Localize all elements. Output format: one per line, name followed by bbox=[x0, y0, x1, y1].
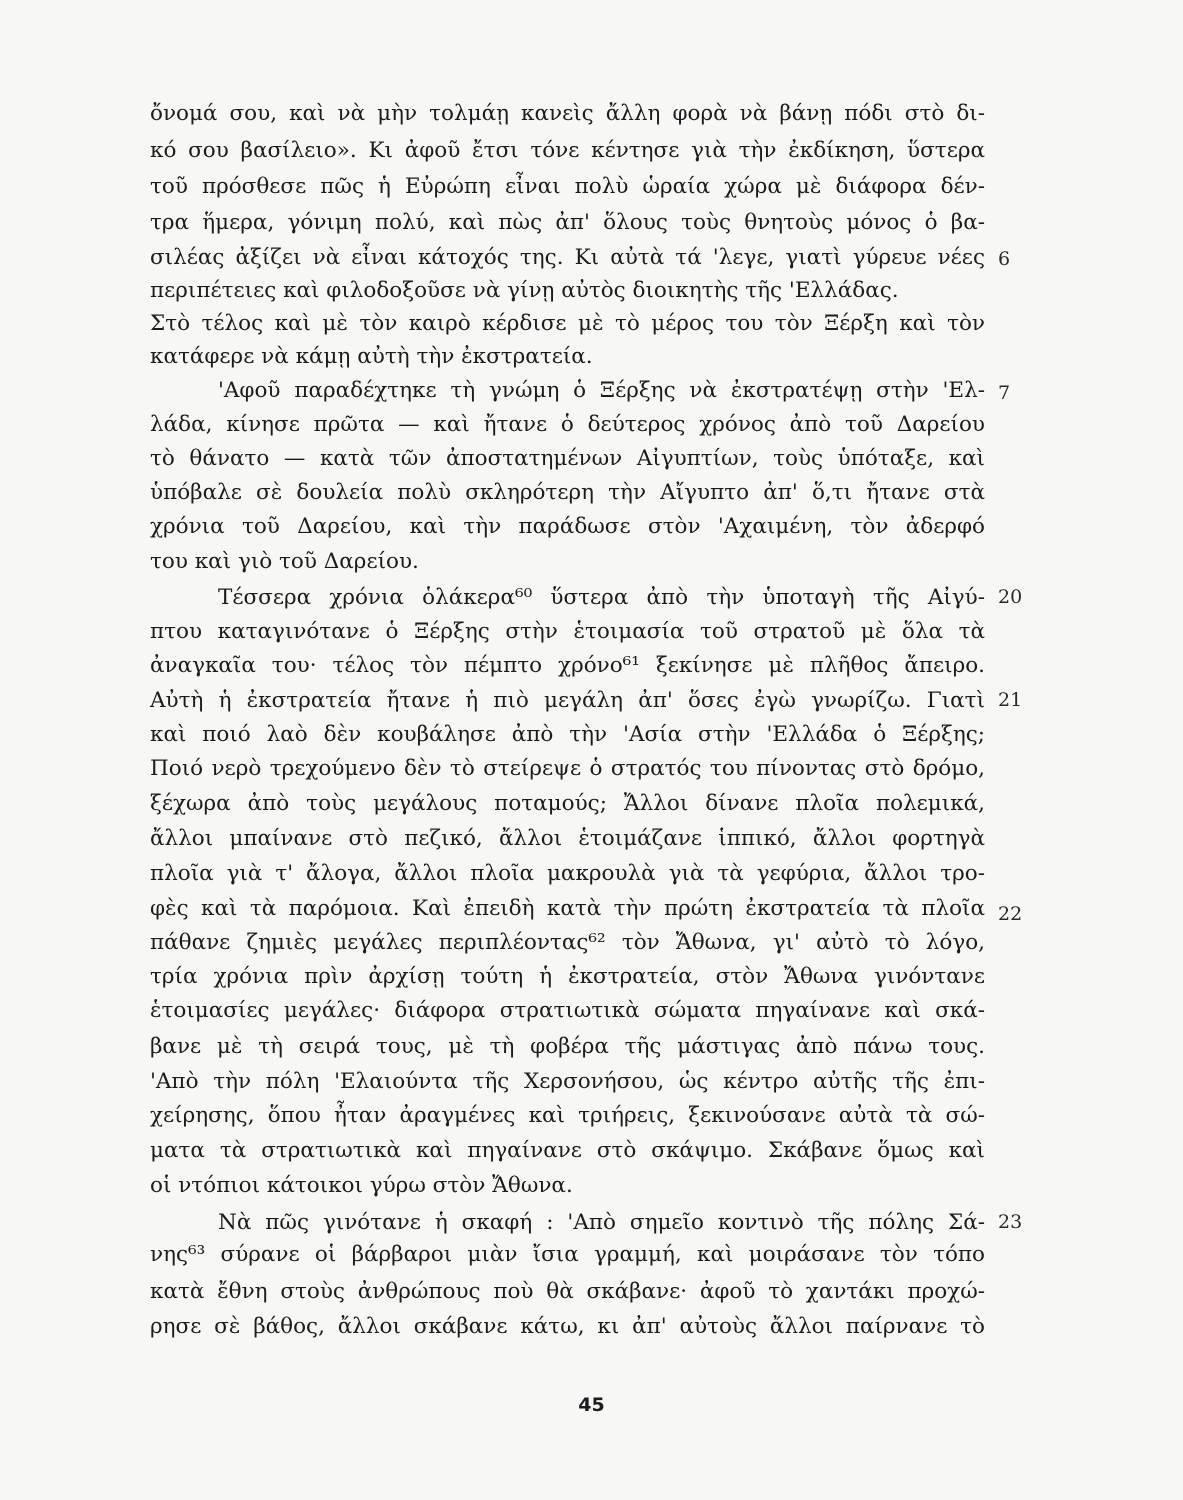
text-line: ὄνομά σου, καὶ νὰ μὴν τολμάῃ κανεὶς ἄλλη φορὰ νὰ βάνῃ πόδι στὸ δι- bbox=[150, 101, 985, 126]
text-line: ἄλλοι μπαίνανε στὸ πεζικό, ἄλλοι ἑτοιμάζανε ἱππικό, ἄλλοι φορτηγὰ bbox=[150, 826, 985, 851]
page-number: 45 bbox=[578, 1394, 605, 1416]
text-line: οἱ ντόπιοι κάτοικοι γύρω στὸν Ἄθωνα. bbox=[150, 1173, 573, 1198]
text-line: πλοῖα γιὰ τ' ἄλογα, ἄλλοι πλοῖα μακρουλὰ γιὰ τὰ γεφύρια, ἄλλοι τρο- bbox=[150, 861, 985, 886]
text-line: 'Απὸ τὴν πόλη 'Ελαιούντα τῆς Χερσονήσου, ὡς κέντρο αὐτῆς τῆς ἐπι- bbox=[150, 1069, 985, 1094]
text-line: κατάφερε νὰ κάμῃ αὐτὴ τὴν ἐκστρατεία. bbox=[150, 344, 593, 369]
text-line: 'Αφοῦ παραδέχτηκε τὴ γνώμη ὁ Ξέρξης νὰ ἐκστρατέψῃ στὴν 'Ελ- bbox=[218, 378, 985, 403]
text-line: κατὰ ἔθνη στοὺς ἀνθρώπους ποὺ θὰ σκάβανε· ἀφοῦ τὸ χαντάκι προχώ- bbox=[150, 1279, 985, 1304]
text-line: Ποιό νερὸ τρεχούμενο δὲν τὸ στείρεψε ὁ στρατός του πίνοντας στὸ δρόμο, bbox=[150, 756, 985, 781]
text-line: χείρησης, ὅπου ἦταν ἀραγμένες καὶ τριήρεις, ξεκινούσανε αὐτὰ τὰ σώ- bbox=[150, 1103, 985, 1128]
text-line: Τέσσερα χρόνια ὁλάκερα⁶⁰ ὕστερα ἀπὸ τὴν ὑποταγὴ τῆς Αἰγύ- bbox=[218, 585, 985, 610]
margin-section-number: 6 bbox=[998, 248, 1011, 270]
text-line: ἑτοιμασίες μεγάλες· διάφορα στρατιωτικὰ σώματα πηγαίνανε καὶ σκά- bbox=[150, 998, 985, 1023]
text-line: ρησε σὲ βάθος, ἄλλοι σκάβανε κάτω, κι ἀπ' αὐτοὺς ἄλλοι παίρνανε τὸ bbox=[150, 1314, 985, 1339]
text-line: Νὰ πῶς γινότανε ἡ σκαφή : 'Απὸ σημεῖο κοντινὸ τῆς πόλης Σά- bbox=[218, 1210, 985, 1235]
text-line: του καὶ γιὸ τοῦ Δαρείου. bbox=[150, 549, 419, 574]
text-line: τρία χρόνια πρὶν ἀρχίσῃ τούτη ἡ ἐκστρατεία, στὸν Ἄθωνα γινόντανε bbox=[150, 964, 985, 989]
text-line: πτου καταγινότανε ὁ Ξέρξης στὴν ἑτοιμασία τοῦ στρατοῦ μὲ ὅλα τὰ bbox=[150, 619, 985, 644]
text-line: πάθανε ζημιὲς μεγάλες περιπλέοντας⁶² τὸν Ἄθωνα, γι' αὐτὸ τὸ λόγο, bbox=[150, 930, 985, 955]
margin-section-number: 22 bbox=[998, 903, 1023, 925]
text-line: σιλέας ἀξίζει νὰ εἶναι κάτοχός της. Κι αὐτὰ τά 'λεγε, γιατὶ γύρευε νέες bbox=[150, 245, 985, 270]
margin-section-number: 20 bbox=[998, 586, 1023, 608]
text-line: φὲς καὶ τὰ παρόμοια. Καὶ ἐπειδὴ κατὰ τὴν πρώτη ἐκστρατεία τὰ πλοῖα bbox=[150, 896, 985, 921]
text-line: Στὸ τέλος καὶ μὲ τὸν καιρὸ κέρδισε μὲ τὸ μέρος του τὸν Ξέρξη καὶ τὸν bbox=[150, 311, 985, 336]
text-line: βανε μὲ τὴ σειρά τους, μὲ τὴ φοβέρα τῆς μάστιγας ἀπὸ πάνω τους. bbox=[150, 1034, 985, 1059]
margin-section-number: 7 bbox=[998, 382, 1011, 404]
text-line: ἀναγκαῖα του· τέλος τὸν πέμπτο χρόνο⁶¹ ξεκίνησε μὲ πλῆθος ἄπειρο. bbox=[150, 653, 985, 678]
text-line: λάδα, κίνησε πρῶτα — καὶ ἤτανε ὁ δεύτερος χρόνος ἀπὸ τοῦ Δαρείου bbox=[150, 412, 985, 437]
text-line: Αὐτὴ ἡ ἐκστρατεία ἤτανε ἡ πιὸ μεγάλη ἀπ' ὅσες ἐγὼ γνωρίζω. Γιατὶ bbox=[150, 688, 985, 713]
text-line: ὑπόβαλε σὲ δουλεία πολὺ σκληρότερη τὴν Αἴγυπτο ἀπ' ὅ,τι ἤτανε στὰ bbox=[150, 480, 985, 505]
text-line: νης⁶³ σύρανε οἱ βάρβαροι μιὰν ἴσια γραμμή, καὶ μοιράσανε τὸν τόπο bbox=[150, 1242, 985, 1267]
margin-section-number: 21 bbox=[998, 689, 1023, 711]
text-line: ξέχωρα ἀπὸ τοὺς μεγάλους ποταμούς; Ἄλλοι δίνανε πλοῖα πολεμικά, bbox=[150, 791, 985, 816]
text-line: τὸ θάνατο — κατὰ τῶν ἀποστατημένων Αἰγυπτίων, τοὺς ὑπόταξε, καὶ bbox=[150, 446, 985, 471]
text-line: τοῦ πρόσθεσε πῶς ἡ Εὐρώπη εἶναι πολὺ ὡραία χώρα μὲ διάφορα δέν- bbox=[150, 174, 985, 199]
text-line: καὶ ποιό λαὸ δὲν κουβάλησε ἀπὸ τὴν 'Ασία στὴν 'Ελλάδα ὁ Ξέρξης; bbox=[150, 722, 985, 747]
text-line: περιπέτειες καὶ φιλοδοξοῦσε νὰ γίνῃ αὐτὸς διοικητὴς τῆς 'Ελλάδας. bbox=[150, 278, 899, 303]
text-line: χρόνια τοῦ Δαρείου, καὶ τὴν παράδωσε στὸν 'Αχαιμένη, τὸν ἀδερφό bbox=[150, 514, 985, 539]
text-line: κό σου βασίλειο». Κι ἀφοῦ ἔτσι τόνε κέντησε γιὰ τὴν ἐκδίκηση, ὕστερα bbox=[150, 138, 985, 163]
text-line: τρα ἥμερα, γόνιμη πολύ, καὶ πὼς ἀπ' ὅλους τοὺς θνητοὺς μόνος ὁ βα- bbox=[150, 210, 985, 235]
text-line: ματα τὰ στρατιωτικὰ καὶ πηγαίνανε στὸ σκάψιμο. Σκάβανε ὅμως καὶ bbox=[150, 1138, 985, 1163]
margin-section-number: 23 bbox=[998, 1211, 1023, 1233]
